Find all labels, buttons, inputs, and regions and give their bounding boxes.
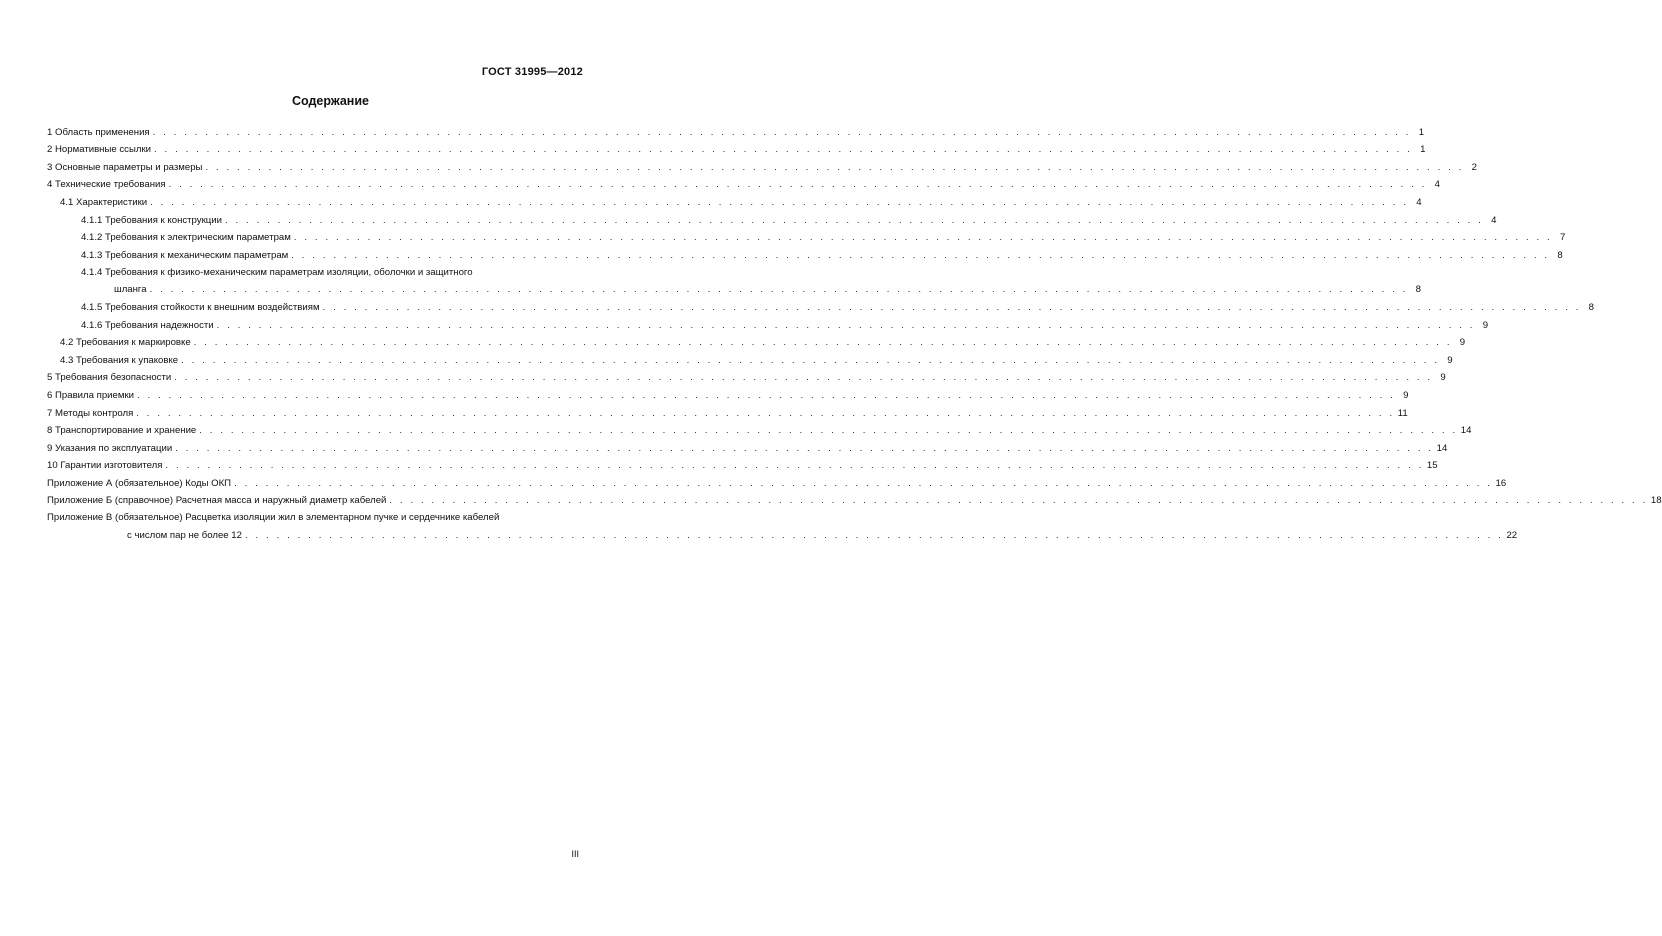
toc-entry-page: 14 bbox=[1460, 425, 1472, 437]
toc-entry[interactable] bbox=[47, 296, 1594, 314]
toc-entry-page: 2 bbox=[1471, 161, 1477, 173]
toc-entry-text: 8 Транспортирование и хранение bbox=[47, 425, 199, 437]
toc-entry-page: 9 bbox=[1440, 372, 1446, 384]
toc-entry[interactable] bbox=[47, 121, 1425, 139]
toc-entry[interactable] bbox=[47, 437, 1448, 455]
toc-entry-text: 2 Нормативные ссылки bbox=[47, 144, 154, 156]
dot-leader: . . . . . . . . . . . . . . . . . . . . . . . . . . . . . . . . . . . . . . . . . . . . . . . . . . . . . . . . . . . . . . . . . . . . . . . . . . . . . . . . . . . . . . . . . . . . . . . . . . . . . . . . . . . . . . . . . . . . . . . . bbox=[225, 214, 1484, 226]
toc-entry[interactable] bbox=[47, 191, 1422, 209]
toc-entry[interactable] bbox=[47, 174, 1441, 192]
toc-entry[interactable] bbox=[47, 420, 1472, 438]
toc-entry-page: 9 bbox=[1482, 319, 1489, 331]
toc-entry-page: 9 bbox=[1403, 389, 1409, 401]
toc-entry-page: 18 bbox=[1650, 495, 1662, 507]
toc-entry-text: 4 Технические требования bbox=[47, 179, 169, 191]
toc-entry[interactable] bbox=[47, 455, 1438, 473]
dot-leader: . . . . . . . . . . . . . . . . . . . . . . . . . . . . . . . . . . . . . . . . . . . . . . . . . . . . . . . . . . . . . . . . . . . . . . . . . . . . . . . . . . . . . . . . . . . . . . . . . . . . . . . . . . . . . . . . . . . . . . . . bbox=[137, 389, 1396, 401]
dot-leader: . . . . . . . . . . . . . . . . . . . . . . . . . . . . . . . . . . . . . . . . . . . . . . . . . . . . . . . . . . . . . . . . . . . . . . . . . . . . . . . . . . . . . . . . . . . . . . . . . . . . . . . . . . . . . . . . . . . . . . . . bbox=[322, 301, 1581, 313]
toc-entry[interactable] bbox=[47, 384, 1409, 402]
toc-entry-page: 11 bbox=[1397, 407, 1408, 419]
toc-entry-page: 4 bbox=[1491, 214, 1497, 226]
toc-entry-page: 16 bbox=[1495, 477, 1507, 489]
toc-entry-text: 4.1.3 Требования к механическим параметрам bbox=[81, 250, 291, 262]
toc-entry[interactable] bbox=[47, 209, 1497, 227]
dot-leader: . . . . . . . . . . . . . . . . . . . . . . . . . . . . . . . . . . . . . . . . . . . . . . . . . . . . . . . . . . . . . . . . . . . . . . . . . . . . . . . . . . . . . . . . . . . . . . . . . . . . . . . . . . . . . . . . . . . . . . . . bbox=[389, 495, 1648, 507]
toc-entry-text: Приложение В (обязательное) Расцветка изоляции жил в элементарном пучке и сердечнике кабелей bbox=[47, 512, 502, 524]
toc-entry-text: 4.1.1 Требования к конструкции bbox=[81, 215, 225, 227]
toc-entry-page: 15 bbox=[1426, 460, 1438, 472]
toc-entry-text: 4.1 Характеристики bbox=[60, 197, 150, 209]
toc-entry-continuation-text: шланга bbox=[114, 284, 150, 296]
toc-entry-text: Приложение А (обязательное) Коды ОКП bbox=[47, 478, 234, 490]
dot-leader: . . . . . . . . . . . . . . . . . . . . . . . . . . . . . . . . . . . . . . . . . . . . . . . . . . . . . . . . . . . . . . . . . . . . . . . . . . . . . . . . . . . . . . . . . . . . . . . . . . . . . . . . . . . . . . . . . . . . . . . . bbox=[152, 126, 1412, 138]
toc-entry-text: 9 Указания по эксплуатации bbox=[47, 443, 175, 455]
toc-entry-text: 7 Методы контроля bbox=[47, 408, 136, 420]
toc-entry-continuation[interactable] bbox=[47, 524, 1518, 542]
toc-entry-continuation[interactable] bbox=[47, 279, 1422, 297]
document-code: ГОСТ 31995—2012 bbox=[481, 66, 583, 78]
toc-entry-text: 1 Область применения bbox=[47, 127, 153, 139]
dot-leader: . . . . . . . . . . . . . . . . . . . . . . . . . . . . . . . . . . . . . . . . . . . . . . . . . . . . . . . . . . . . . . . . . . . . . . . . . . . . . . . . . . . . . . . . . . . . . . . . . . . . . . . . . . . . . . . . . . . . . . . . bbox=[168, 179, 1428, 191]
toc-entry[interactable] bbox=[47, 402, 1408, 420]
toc-entry[interactable] bbox=[47, 332, 1466, 350]
dot-leader: . . . . . . . . . . . . . . . . . . . . . . . . . . . . . . . . . . . . . . . . . . . . . . . . . . . . . . . . . . . . . . . . . . . . . . . . . . . . . . . . . . . . . . . . . . . . . . . . . . . . . . . . . . . . . . . . . . . . . . . . bbox=[291, 249, 1550, 261]
toc-entry-text: 4.1.6 Требования надежности bbox=[81, 320, 217, 332]
toc-entry-page: 7 bbox=[1559, 232, 1566, 244]
toc-entry-appendix[interactable] bbox=[47, 472, 1507, 490]
toc-entry[interactable] bbox=[47, 367, 1446, 385]
dot-leader: . . . . . . . . . . . . . . . . . . . . . . . . . . . . . . . . . . . . . . . . . . . . . . . . . . . . . . . . . . . . . . . . . . . . . . . . . . . . . . . . . . . . . . . . . . . . . . . . . . . . . . . . . . . . . . . . . . . . . . . . bbox=[205, 161, 1464, 173]
dot-leader: . . . . . . . . . . . . . . . . . . . . . . . . . . . . . . . . . . . . . . . . . . . . . . . . . . . . . . . . . . . . . . . . . . . . . . . . . . . . . . . . . . . . . . . . . . . . . . . . . . . . . . . . . . . . . . . . . . . . . . . . bbox=[136, 407, 1395, 419]
toc-entry-page: 1 bbox=[1420, 144, 1426, 156]
toc-entry-page: 4 bbox=[1416, 196, 1422, 208]
toc-entry-text: 4.3 Требования к упаковке bbox=[60, 355, 181, 367]
dot-leader: . . . . . . . . . . . . . . . . . . . . . . . . . . . . . . . . . . . . . . . . . . . . . . . . . . . . . . . . . . . . . . . . . . . . . . . . . . . . . . . . . . . . . . . . . . . . . . . . . . . . . . . . . . . . . . . . . . . . . . . . bbox=[244, 530, 1504, 542]
toc-entry[interactable] bbox=[47, 156, 1477, 174]
toc-entry-page: 4 bbox=[1434, 179, 1441, 191]
toc-entry-text: 10 Гарантии изготовителя bbox=[47, 460, 165, 472]
toc-entry[interactable] bbox=[47, 244, 1563, 262]
toc-entry-text: 6 Правила приемки bbox=[47, 390, 137, 402]
toc-entry-page: 8 bbox=[1415, 284, 1422, 296]
toc-entry-page: 14 bbox=[1436, 442, 1448, 454]
toc-entry-continuation-text: с числом пар не более 12 bbox=[127, 530, 245, 542]
toc-entry-page: 22 bbox=[1506, 530, 1518, 542]
dot-leader: . . . . . . . . . . . . . . . . . . . . . . . . . . . . . . . . . . . . . . . . . . . . . . . . . . . . . . . . . . . . . . . . . . . . . . . . . . . . . . . . . . . . . . . . . . . . . . . . . . . . . . . . . . . . . . . . . . . . . . . . bbox=[181, 354, 1440, 366]
dot-leader: . . . . . . . . . . . . . . . . . . . . . . . . . . . . . . . . . . . . . . . . . . . . . . . . . . . . . . . . . . . . . . . . . . . . . . . . . . . . . . . . . . . . . . . . . . . . . . . . . . . . . . . . . . . . . . . . . . . . . . . . bbox=[234, 477, 1493, 489]
toc-entry-page: 8 bbox=[1557, 249, 1563, 261]
dot-leader: . . . . . . . . . . . . . . . . . . . . . . . . . . . . . . . . . . . . . . . . . . . . . . . . . . . . . . . . . . . . . . . . . . . . . . . . . . . . . . . . . . . . . . . . . . . . . . . . . . . . . . . . . . . . . . . . . . . . . . . . bbox=[149, 284, 1409, 296]
toc-entry-text: 4.1.5 Требования стойкости к внешним воздействиям bbox=[81, 302, 323, 314]
toc-entry-page: 8 bbox=[1588, 301, 1594, 313]
toc-entry[interactable] bbox=[47, 314, 1489, 332]
dot-leader: . . . . . . . . . . . . . . . . . . . . . . . . . . . . . . . . . . . . . . . . . . . . . . . . . . . . . . . . . . . . . . . . . . . . . . . . . . . . . . . . . . . . . . . . . . . . . . . . . . . . . . . . . . . . . . . . . . . . . . . . bbox=[199, 425, 1458, 437]
toc-entry-page: 1 bbox=[1418, 126, 1425, 138]
toc-entry-text: 4.2 Требования к маркировке bbox=[60, 337, 194, 349]
dot-leader: . . . . . . . . . . . . . . . . . . . . . . . . . . . . . . . . . . . . . . . . . . . . . . . . . . . . . . . . . . . . . . . . . . . . . . . . . . . . . . . . . . . . . . . . . . . . . . . . . . . . . . . . . . . . . . . . . . . . . . . . bbox=[175, 442, 1434, 454]
toc-entry[interactable] bbox=[47, 349, 1453, 367]
toc-entry-page: 9 bbox=[1447, 354, 1453, 366]
dot-leader: . . . . . . . . . . . . . . . . . . . . . . . . . . . . . . . . . . . . . . . . . . . . . . . . . . . . . . . . . . . . . . . . . . . . . . . . . . . . . . . . . . . . . . . . . . . . . . . . . . . . . . . . . . . . . . . . . . . . . . . . bbox=[216, 319, 1476, 331]
dot-leader: . . . . . . . . . . . . . . . . . . . . . . . . . . . . . . . . . . . . . . . . . . . . . . . . . . . . . . . . . . . . . . . . . . . . . . . . . . . . . . . . . . . . . . . . . . . . . . . . . . . . . . . . . . . . . . . . . . . . . . . . bbox=[293, 232, 1553, 244]
dot-leader: . . . . . . . . . . . . . . . . . . . . . . . . . . . . . . . . . . . . . . . . . . . . . . . . . . . . . . . . . . . . . . . . . . . . . . . . . . . . . . . . . . . . . . . . . . . . . . . . . . . . . . . . . . . . . . . . . . . . . . . . bbox=[165, 460, 1424, 472]
toc-entry-appendix[interactable] bbox=[47, 490, 1662, 508]
toc-entry-text: 5 Требования безопасности bbox=[47, 372, 174, 384]
toc-entry-text: 4.1.4 Требования к физико-механическим параметрам изоляции, оболочки и защитного bbox=[81, 267, 476, 279]
page-folio: III bbox=[571, 849, 579, 859]
toc-entry[interactable] bbox=[47, 139, 1426, 157]
toc-title: Содержание bbox=[291, 94, 369, 108]
toc-entry-text: 3 Основные параметры и размеры bbox=[47, 162, 205, 174]
toc-entry-page: 9 bbox=[1459, 337, 1466, 349]
toc-entry-appendix-first-line[interactable] bbox=[47, 507, 584, 524]
dot-leader: . . . . . . . . . . . . . . . . . . . . . . . . . . . . . . . . . . . . . . . . . . . . . . . . . . . . . . . . . . . . . . . . . . . . . . . . . . . . . . . . . . . . . . . . . . . . . . . . . . . . . . . . . . . . . . . . . . . . . . . . bbox=[150, 196, 1409, 208]
toc-entry-first-line[interactable] bbox=[47, 262, 584, 279]
dot-leader: . . . . . . . . . . . . . . . . . . . . . . . . . . . . . . . . . . . . . . . . . . . . . . . . . . . . . . . . . . . . . . . . . . . . . . . . . . . . . . . . . . . . . . . . . . . . . . . . . . . . . . . . . . . . . . . . . . . . . . . . bbox=[174, 372, 1433, 384]
toc-entry-text: Приложение Б (справочное) Расчетная масса и наружный диаметр кабелей bbox=[47, 495, 389, 507]
table-of-contents bbox=[47, 121, 1662, 542]
dot-leader: . . . . . . . . . . . . . . . . . . . . . . . . . . . . . . . . . . . . . . . . . . . . . . . . . . . . . . . . . . . . . . . . . . . . . . . . . . . . . . . . . . . . . . . . . . . . . . . . . . . . . . . . . . . . . . . . . . . . . . . . bbox=[193, 337, 1453, 349]
toc-entry[interactable] bbox=[47, 227, 1566, 245]
dot-leader: . . . . . . . . . . . . . . . . . . . . . . . . . . . . . . . . . . . . . . . . . . . . . . . . . . . . . . . . . . . . . . . . . . . . . . . . . . . . . . . . . . . . . . . . . . . . . . . . . . . . . . . . . . . . . . . . . . . . . . . . bbox=[154, 144, 1413, 156]
toc-entry-text: 4.1.2 Требования к электрическим параметрам bbox=[81, 232, 294, 244]
